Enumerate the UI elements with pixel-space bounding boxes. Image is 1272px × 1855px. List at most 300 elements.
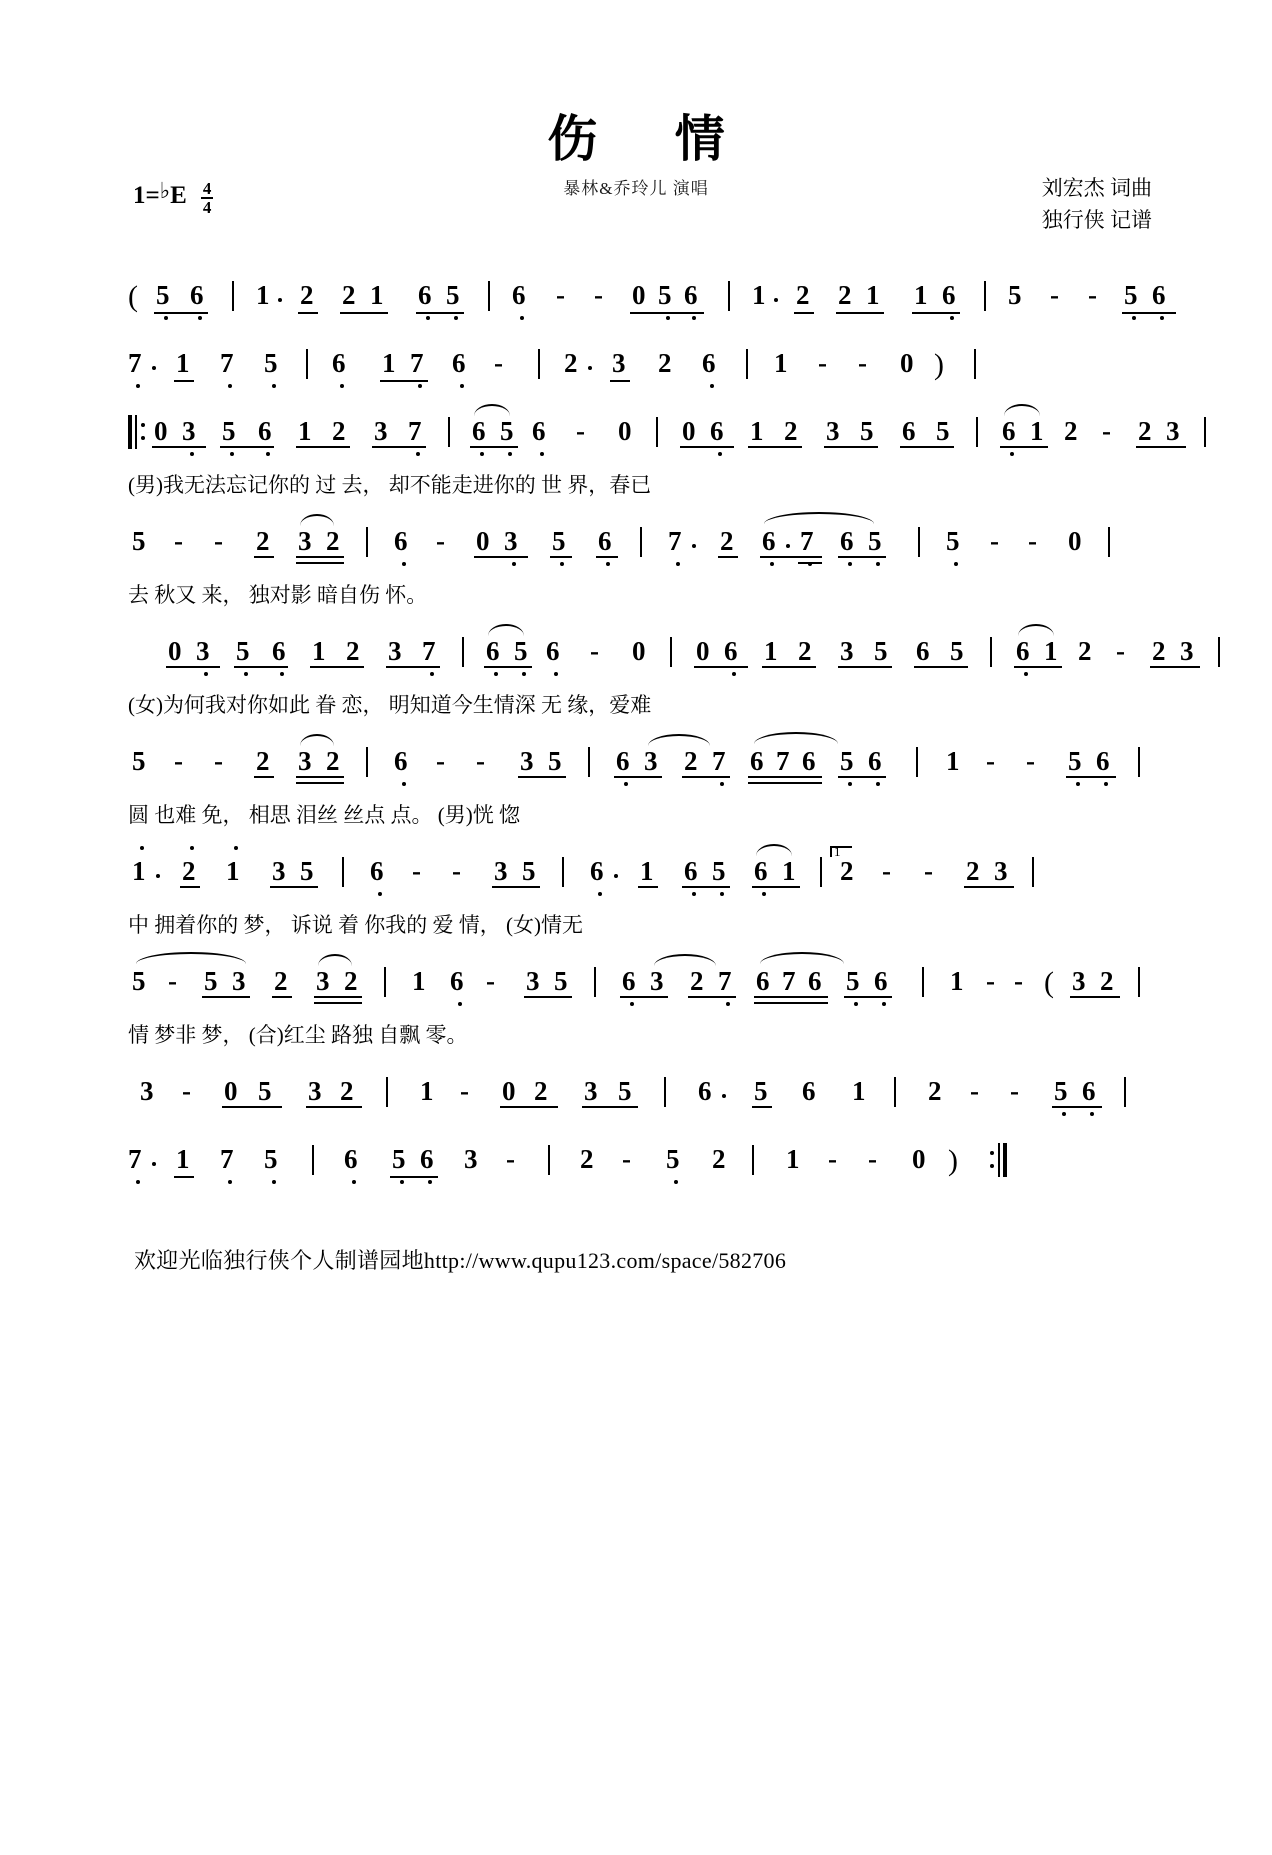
octave-dot-high <box>190 846 194 850</box>
beam <box>630 312 704 314</box>
barline <box>488 281 490 311</box>
octave-dot-low <box>876 782 880 786</box>
note: 2 <box>784 416 798 446</box>
note: 5 <box>666 1144 680 1174</box>
note: 2 <box>534 1076 548 1106</box>
barline <box>306 349 308 379</box>
note: 2 <box>332 416 346 446</box>
barline <box>1218 637 1220 667</box>
octave-dot-low <box>624 782 628 786</box>
note: 1 <box>298 416 312 446</box>
sustain-dash: - <box>594 280 603 310</box>
beam <box>500 1106 558 1108</box>
barline <box>312 1145 314 1175</box>
music-line-9 <box>128 1074 1152 1142</box>
note: 2 <box>798 636 812 666</box>
lyrics-text: 圆 也难 免， 相思 泪丝 丝点 点。 (男)恍 惚 <box>128 803 520 827</box>
octave-dot-low <box>770 562 774 566</box>
beam <box>518 776 566 778</box>
note: 5 <box>300 856 314 886</box>
beam <box>680 446 734 448</box>
octave-dot-low <box>460 384 464 388</box>
augmentation-dot <box>278 298 282 302</box>
octave-dot-low <box>1062 1112 1066 1116</box>
credit-composer: 刘宏杰 词曲 <box>1041 176 1152 200</box>
note: 2 <box>720 526 734 556</box>
notation-row <box>128 634 1194 690</box>
beam <box>748 782 822 784</box>
octave-dot-low <box>692 892 696 896</box>
barline <box>232 281 234 311</box>
octave-dot-low <box>428 1180 432 1184</box>
octave-dot-low <box>230 452 234 456</box>
octave-dot-low <box>666 316 670 320</box>
note: 1 <box>914 280 928 310</box>
beam <box>582 1106 638 1108</box>
beam <box>470 446 518 448</box>
beam <box>682 776 730 778</box>
beam <box>718 556 738 558</box>
page-title: 伤 情 <box>547 109 755 168</box>
beam <box>340 312 388 314</box>
sustain-dash: - <box>476 746 485 776</box>
music-line-10 <box>128 1142 1152 1210</box>
beam <box>296 446 350 448</box>
beam <box>638 886 658 888</box>
note: 6 <box>452 348 466 378</box>
note: 5 <box>1054 1076 1068 1106</box>
augmentation-dot <box>722 1094 726 1098</box>
lyrics-row <box>128 910 1152 952</box>
beam <box>314 1002 362 1004</box>
note: 5 <box>846 966 860 996</box>
beam <box>474 556 528 558</box>
note: 2 <box>1064 416 1078 446</box>
note: 2 <box>796 280 810 310</box>
octave-dot-low <box>480 452 484 456</box>
octave-dot-low <box>762 892 766 896</box>
augmentation-dot <box>152 366 156 370</box>
beam <box>296 782 344 784</box>
beam <box>254 776 274 778</box>
lyrics-text: 情 梦非 梦， (合)红尘 路独 自飘 零。 <box>128 1023 468 1047</box>
octave-dot-low <box>726 1002 730 1006</box>
note: 6 <box>750 746 764 776</box>
note: 2 <box>658 348 672 378</box>
music-systems <box>0 278 1272 1210</box>
note: 5 <box>264 1144 278 1174</box>
note: 6 <box>546 636 560 666</box>
note: 3 <box>826 416 840 446</box>
note: 1 <box>764 636 778 666</box>
note: 2 <box>966 856 980 886</box>
notation-row <box>128 744 1152 800</box>
beam <box>836 312 884 314</box>
beam <box>1070 996 1120 998</box>
octave-dot-low <box>454 316 458 320</box>
lyrics-row <box>128 800 1152 842</box>
beam <box>752 886 800 888</box>
octave-dot-low <box>954 562 958 566</box>
beam <box>174 1176 194 1178</box>
beam <box>296 776 344 778</box>
beam <box>484 666 532 668</box>
note: 6 <box>684 280 698 310</box>
time-signature <box>201 180 214 216</box>
note: 6 <box>1082 1076 1096 1106</box>
sustain-dash: - <box>1028 526 1037 556</box>
note: 3 <box>504 526 518 556</box>
note: 3 <box>298 526 312 556</box>
octave-dot-low <box>950 316 954 320</box>
octave-dot-low <box>676 562 680 566</box>
octave-dot-low <box>136 384 140 388</box>
barline <box>670 637 672 667</box>
note: 1 <box>852 1076 866 1106</box>
note: 7 <box>712 746 726 776</box>
sustain-dash: - <box>214 526 223 556</box>
beam <box>1066 776 1116 778</box>
sustain-dash: - <box>486 966 495 996</box>
barline <box>386 1077 388 1107</box>
octave-dot-low <box>1160 316 1164 320</box>
credits <box>1042 172 1152 236</box>
open-paren: ( <box>1044 966 1054 999</box>
octave-dot-low <box>692 316 696 320</box>
octave-dot-low <box>560 562 564 566</box>
note: 6 <box>420 1144 434 1174</box>
rest: 0 <box>1068 526 1082 556</box>
note: 1 <box>946 746 960 776</box>
lyrics-row <box>128 580 1152 622</box>
music-line-4 <box>128 524 1152 634</box>
beam <box>386 666 440 668</box>
octave-dot-low <box>848 562 852 566</box>
note: 3 <box>526 966 540 996</box>
octave-dot-low <box>400 1180 404 1184</box>
sustain-dash: - <box>576 416 585 446</box>
sustain-dash: - <box>1116 636 1125 666</box>
barline <box>1108 527 1110 557</box>
note: 2 <box>256 526 270 556</box>
note: 6 <box>590 856 604 886</box>
key-letter: E <box>170 182 187 209</box>
octave-dot-low <box>228 384 232 388</box>
octave-dot-low <box>136 1180 140 1184</box>
music-line-6 <box>128 744 1152 854</box>
note: 5 <box>264 348 278 378</box>
music-line-3 <box>128 414 1180 524</box>
octave-dot-low <box>882 1002 886 1006</box>
close-paren: ) <box>934 348 944 381</box>
flat-icon: ♭ <box>159 178 171 203</box>
note: 3 <box>182 416 196 446</box>
barline <box>916 747 918 777</box>
note: 1 <box>226 856 240 886</box>
lyrics-text: (男)我无法忘记你的 过 去， 却不能走进你的 世 界，春已 <box>128 473 652 497</box>
beam <box>152 446 206 448</box>
note: 1 <box>370 280 384 310</box>
sustain-dash: - <box>1010 1076 1019 1106</box>
note: 1 <box>256 280 270 310</box>
octave-dot-high <box>140 846 144 850</box>
beam <box>1136 446 1186 448</box>
note: 2 <box>182 856 196 886</box>
lyrics-text: (女)为何我对你如此 眷 恋， 明知道今生情深 无 缘，爱难 <box>128 693 652 717</box>
note: 2 <box>1100 966 1114 996</box>
note: 6 <box>486 636 500 666</box>
lyrics-row <box>128 470 1152 512</box>
note: 7 <box>220 348 234 378</box>
note: 3 <box>612 348 626 378</box>
sustain-dash: - <box>924 856 933 886</box>
sustain-dash: - <box>182 1076 191 1106</box>
sustain-dash: - <box>174 746 183 776</box>
augmentation-dot <box>152 1162 156 1166</box>
sustain-dash: - <box>506 1144 515 1174</box>
octave-dot-low <box>876 562 880 566</box>
note: 6 <box>902 416 916 446</box>
sustain-dash: - <box>460 1076 469 1106</box>
notation-row <box>128 844 1152 910</box>
score-header <box>0 110 1272 260</box>
note: 1 <box>640 856 654 886</box>
note: 2 <box>840 856 854 886</box>
note: 6 <box>1152 280 1166 310</box>
augmentation-dot <box>156 874 160 878</box>
sustain-dash: - <box>590 636 599 666</box>
note: 1 <box>412 966 426 996</box>
note: 2 <box>712 1144 726 1174</box>
note: 2 <box>684 746 698 776</box>
time-signature-denominator: 4 <box>202 198 212 217</box>
octave-dot-low <box>854 1002 858 1006</box>
notation-row <box>128 1074 1152 1130</box>
beam <box>372 446 426 448</box>
note: 5 <box>860 416 874 446</box>
note: 3 <box>840 636 854 666</box>
barline <box>984 281 986 311</box>
beam <box>222 1106 282 1108</box>
notation-row <box>128 278 1166 334</box>
beam <box>754 996 828 998</box>
note: 6 <box>802 1076 816 1106</box>
note: 6 <box>762 526 776 556</box>
octave-dot-low <box>732 672 736 676</box>
note: 2 <box>1078 636 1092 666</box>
note: 5 <box>1008 280 1022 310</box>
note: 3 <box>316 966 330 996</box>
octave-dot-low <box>520 316 524 320</box>
beam <box>180 886 200 888</box>
note: 6 <box>394 526 408 556</box>
music-line-5 <box>128 634 1194 744</box>
note: 1 <box>950 966 964 996</box>
note: 3 <box>388 636 402 666</box>
sustain-dash: - <box>556 280 565 310</box>
note: 5 <box>500 416 514 446</box>
note: 1 <box>176 1144 190 1174</box>
octave-dot-low <box>494 672 498 676</box>
note: 3 <box>272 856 286 886</box>
note: 2 <box>274 966 288 996</box>
beam <box>596 556 618 558</box>
note: 2 <box>346 636 360 666</box>
note: 6 <box>418 280 432 310</box>
sustain-dash: - <box>622 1144 631 1174</box>
rest: 0 <box>696 636 710 666</box>
rest: 0 <box>912 1144 926 1174</box>
rest: 0 <box>632 636 646 666</box>
note: 5 <box>236 636 250 666</box>
barline <box>820 857 822 887</box>
octave-dot-low <box>1090 1112 1094 1116</box>
note: 1 <box>752 280 766 310</box>
note: 3 <box>1166 416 1180 446</box>
note: 5 <box>1124 280 1138 310</box>
note: 2 <box>690 966 704 996</box>
rest: 0 <box>618 416 632 446</box>
rest: 0 <box>502 1076 516 1106</box>
augmentation-dot <box>614 874 618 878</box>
rest: 0 <box>168 636 182 666</box>
note: 6 <box>702 348 716 378</box>
note: 5 <box>1068 746 1082 776</box>
note: 2 <box>928 1076 942 1106</box>
note: 2 <box>344 966 358 996</box>
beam <box>166 666 220 668</box>
sustain-dash: - <box>1014 966 1023 996</box>
note: 7 <box>422 636 436 666</box>
note: 6 <box>840 526 854 556</box>
beam <box>838 556 886 558</box>
close-paren: ) <box>948 1144 958 1177</box>
note: 7 <box>800 526 814 556</box>
note: 5 <box>514 636 528 666</box>
note: 6 <box>724 636 738 666</box>
beam <box>682 886 730 888</box>
note: 5 <box>554 966 568 996</box>
note: 6 <box>808 966 822 996</box>
octave-dot-low <box>378 892 382 896</box>
footer-credit: 欢迎光临独行侠个人制谱园地http://www.qupu123.com/space/582706 <box>134 1248 787 1273</box>
octave-dot-low <box>418 384 422 388</box>
octave-dot-low <box>1024 672 1028 676</box>
octave-dot-low <box>630 1002 634 1006</box>
barline <box>538 349 540 379</box>
note: 6 <box>684 856 698 886</box>
beam <box>760 556 822 558</box>
note: 6 <box>622 966 636 996</box>
sustain-dash: - <box>882 856 891 886</box>
rest: 0 <box>900 348 914 378</box>
octave-dot-low <box>540 452 544 456</box>
note: 6 <box>1096 746 1110 776</box>
augmentation-dot <box>588 366 592 370</box>
beam <box>310 666 364 668</box>
note: 5 <box>132 526 146 556</box>
beam <box>234 666 288 668</box>
barline <box>366 527 368 557</box>
octave-dot-low <box>508 452 512 456</box>
note: 5 <box>658 280 672 310</box>
note: 3 <box>650 966 664 996</box>
barline <box>342 857 344 887</box>
beam <box>620 996 668 998</box>
note: 6 <box>512 280 526 310</box>
note: 6 <box>1016 636 1030 666</box>
note: 3 <box>298 746 312 776</box>
beam <box>272 996 292 998</box>
note: 5 <box>712 856 726 886</box>
barline <box>1138 967 1140 997</box>
note: 1 <box>786 1144 800 1174</box>
octave-dot-low <box>522 672 526 676</box>
octave-dot-low <box>164 316 168 320</box>
sustain-dash: - <box>986 746 995 776</box>
octave-dot-low <box>416 452 420 456</box>
barline <box>752 1145 754 1175</box>
octave-dot-low <box>266 452 270 456</box>
rest: 0 <box>154 416 168 446</box>
beam <box>220 446 274 448</box>
octave-dot-low <box>280 672 284 676</box>
octave-dot-low <box>720 782 724 786</box>
beam <box>270 886 318 888</box>
beam <box>912 312 960 314</box>
note: 5 <box>132 966 146 996</box>
note: 6 <box>802 746 816 776</box>
note: 5 <box>392 1144 406 1174</box>
note: 1 <box>382 348 396 378</box>
note: 1 <box>132 856 146 886</box>
barline <box>640 527 642 557</box>
beam <box>202 996 250 998</box>
sustain-dash: - <box>436 746 445 776</box>
note: 6 <box>868 746 882 776</box>
barline <box>656 417 658 447</box>
note: 1 <box>782 856 796 886</box>
octave-dot-low <box>272 384 276 388</box>
barline <box>562 857 564 887</box>
beam <box>1150 666 1200 668</box>
beam <box>1014 666 1062 668</box>
note: 3 <box>464 1144 478 1174</box>
octave-dot-low <box>272 1180 276 1184</box>
lyrics-text: 去 秋又 来， 独对影 暗自伤 怀。 <box>128 583 428 607</box>
key-prefix: 1= <box>133 182 160 209</box>
barline <box>1124 1077 1126 1107</box>
beam <box>296 556 344 558</box>
note: 3 <box>644 746 658 776</box>
note: 6 <box>370 856 384 886</box>
note: 6 <box>450 966 464 996</box>
note: 3 <box>1180 636 1194 666</box>
barline <box>1204 417 1206 447</box>
note: 3 <box>584 1076 598 1106</box>
barline <box>728 281 730 311</box>
key-signature <box>133 178 213 218</box>
note: 5 <box>552 526 566 556</box>
beam <box>524 996 572 998</box>
note: 2 <box>838 280 852 310</box>
note: 6 <box>1002 416 1016 446</box>
note: 5 <box>950 636 964 666</box>
note: 1 <box>420 1076 434 1106</box>
note: 5 <box>222 416 236 446</box>
note: 5 <box>754 1076 768 1106</box>
sustain-dash: - <box>214 746 223 776</box>
